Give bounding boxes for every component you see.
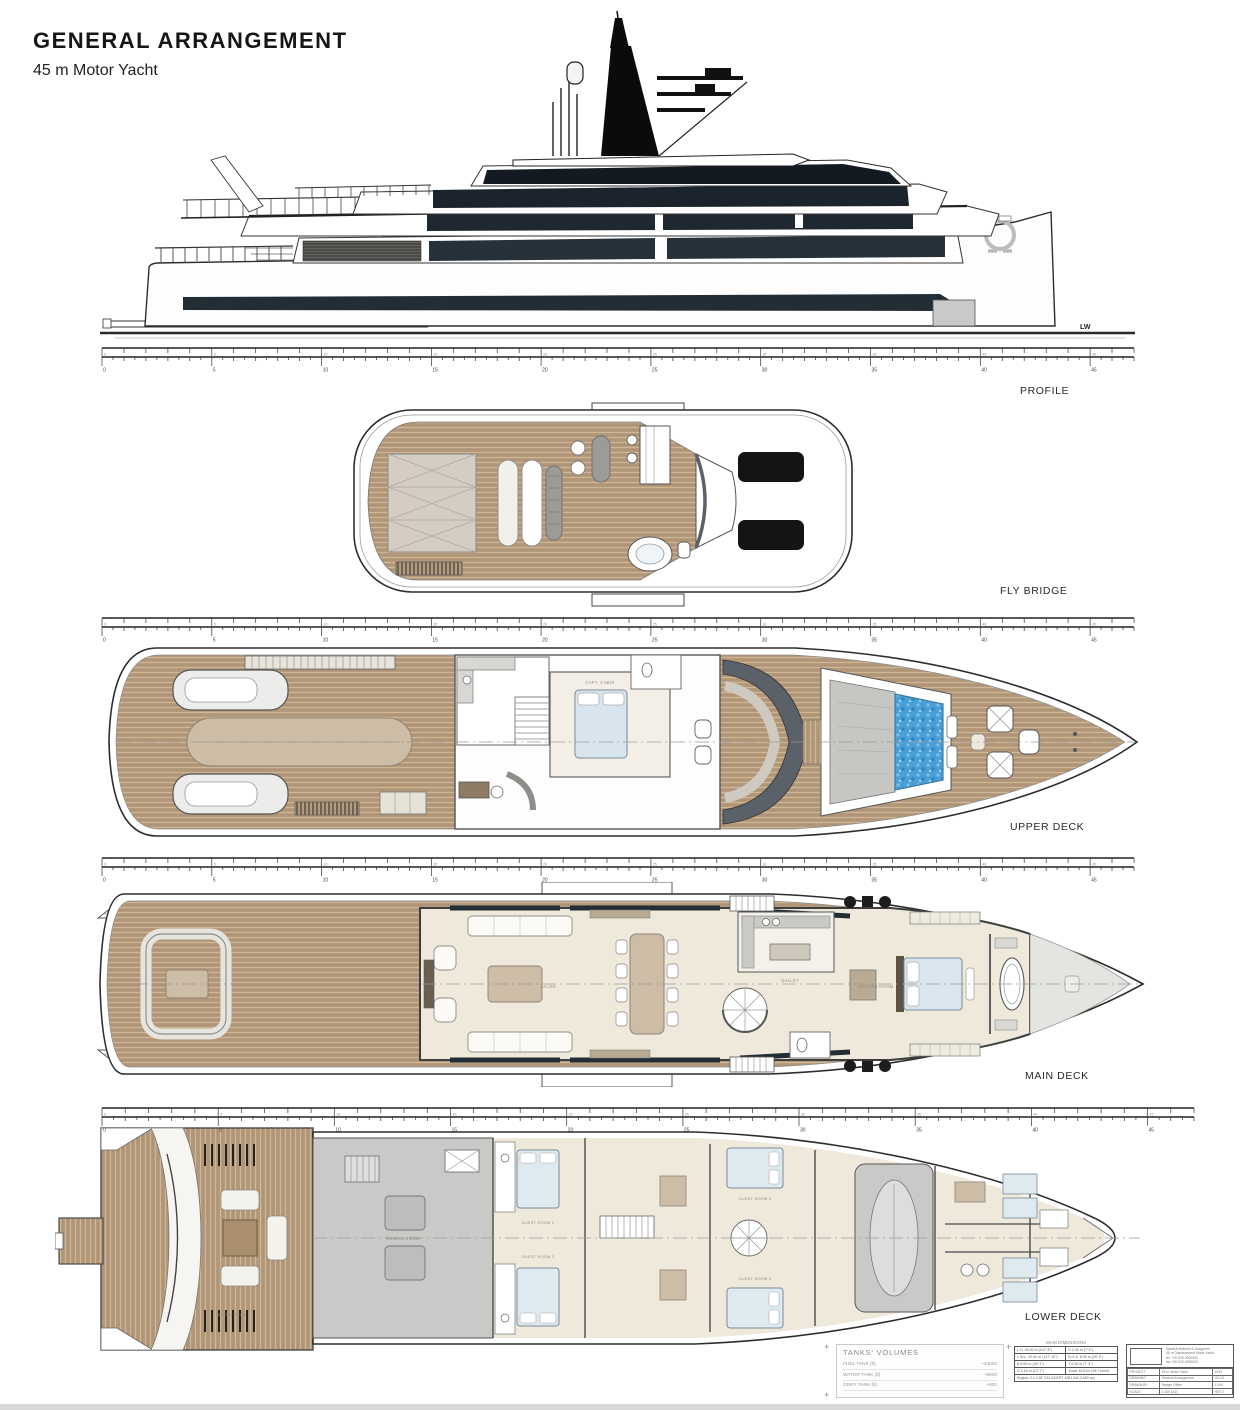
main-deck-label: MAIN DECK bbox=[1025, 1070, 1089, 1082]
scale-ruler-profile bbox=[98, 345, 1138, 375]
antennas bbox=[553, 76, 577, 156]
dimension-row: D 4.15 m (13' 7'') Vmax 15.5 kn (28.7 km/h) bbox=[1015, 1368, 1118, 1375]
ruler-tick-label: 0 bbox=[103, 1127, 106, 1134]
ruler-tick-label: 25 bbox=[684, 1112, 689, 1117]
spreaders bbox=[657, 78, 743, 110]
ruler-tick-label: 40 bbox=[981, 637, 987, 644]
ruler-tick-label: 10 bbox=[323, 622, 328, 627]
galley-label: GALLEY bbox=[780, 978, 800, 983]
helm-seat bbox=[695, 746, 711, 764]
salon-label: SALON bbox=[540, 984, 556, 989]
ruler-tick-label: 25 bbox=[683, 1127, 690, 1134]
ruler-tick-label: 45 bbox=[1092, 862, 1096, 867]
ruler-tick-label: 40 bbox=[1032, 1127, 1038, 1134]
maker-address: Naval Architects & Designers 45 m Displacement Motor Yacht tel. +00 000 0000000 fax +00 000 0000000 bbox=[1166, 1347, 1214, 1364]
ruler-tick-label: 45 bbox=[1149, 1112, 1154, 1117]
ruler-tick-label: 15 bbox=[452, 1112, 457, 1117]
registration-mark: + bbox=[824, 1390, 830, 1400]
maker-row: SCALE 1:100 (A1) REV 0 bbox=[1128, 1388, 1233, 1395]
ruler-tick-label: 20 bbox=[568, 1112, 573, 1117]
crew-bunk bbox=[1003, 1174, 1037, 1194]
title-block bbox=[824, 1338, 1240, 1404]
ruler-tick-label: 15 bbox=[433, 622, 438, 627]
swim-platform-extension bbox=[59, 1218, 103, 1264]
guest-room-label: GUEST ROOM 2 bbox=[521, 1255, 555, 1259]
beach-club-platform bbox=[55, 1128, 313, 1350]
dimension-row: L.H. 45.00 m (147' 8'') D 2.30 m (7' 6'') bbox=[1015, 1347, 1118, 1354]
waterline-mark: LW bbox=[1080, 324, 1091, 331]
ruler-tick-label: 40 bbox=[982, 622, 987, 627]
ruler-tick-label: 45 bbox=[1091, 367, 1097, 374]
ruler-tick-label: 45 bbox=[1092, 352, 1096, 357]
lower-deck-drawing bbox=[55, 1118, 1150, 1358]
tanks-volumes-table bbox=[836, 1344, 1004, 1398]
engine-room-label: ENGINE ROOM bbox=[386, 1236, 420, 1241]
ruler-tick-label: 35 bbox=[871, 637, 878, 644]
skylight-hatch bbox=[738, 520, 804, 550]
captain-cabin-label: CAPT. CABIN bbox=[585, 680, 615, 685]
maker-logo bbox=[1130, 1348, 1162, 1365]
guest-room-label: GUEST ROOM 3 bbox=[738, 1197, 772, 1201]
ruler-tick-label: 35 bbox=[871, 877, 878, 884]
ruler-tick-label: 35 bbox=[917, 1112, 922, 1117]
master-label: MASTER ROOM bbox=[858, 984, 894, 989]
ruler-tick-label: 15 bbox=[433, 862, 438, 867]
tank-row: WATER TANK (lt) ~5000 bbox=[843, 1370, 997, 1380]
ruler-tick-label: 40 bbox=[1033, 1112, 1038, 1117]
ruler-tick-label: 0 bbox=[104, 352, 106, 357]
ruler-tick-label: 10 bbox=[322, 637, 329, 644]
ruler-tick-label: 35 bbox=[872, 352, 877, 357]
ruler-tick-label: 20 bbox=[542, 877, 548, 884]
maker-row: PROJECT 45 m Motor Yacht 2019 bbox=[1128, 1369, 1233, 1376]
office-desk bbox=[459, 782, 489, 798]
spiral-stair bbox=[723, 988, 767, 1032]
ruler-tick-label: 45 bbox=[1091, 877, 1097, 884]
ruler-tick-label: 20 bbox=[567, 1127, 574, 1134]
main-deck-drawing bbox=[90, 882, 1152, 1087]
ruler-tick-label: 45 bbox=[1092, 622, 1096, 627]
beach-table bbox=[223, 1220, 257, 1256]
scale-ruler-main-deck bbox=[98, 1105, 1198, 1135]
ruler-tick-label: 40 bbox=[981, 877, 987, 884]
scale-ruler-upper-deck bbox=[98, 855, 1138, 885]
ruler-tick-label: 10 bbox=[323, 862, 328, 867]
dimensions-title: MAIN DIMENSIONS bbox=[1045, 1340, 1086, 1345]
louver-grille bbox=[303, 241, 421, 261]
ruler-tick-label: 15 bbox=[432, 367, 438, 374]
ruler-tick-label: 0 bbox=[103, 367, 106, 374]
ruler-tick-label: 30 bbox=[761, 877, 768, 884]
ruler-tick-label: 15 bbox=[432, 637, 438, 644]
crew-bunk bbox=[1003, 1282, 1037, 1302]
ruler-tick-label: 45 bbox=[1091, 637, 1097, 644]
registration-mark: + bbox=[824, 1342, 830, 1352]
deck-hatch-grill bbox=[396, 562, 462, 575]
ruler-tick-label: 0 bbox=[103, 877, 106, 884]
loungers bbox=[498, 460, 562, 546]
skylight-hatch bbox=[738, 452, 804, 482]
ruler-tick-label: 5 bbox=[213, 622, 216, 627]
registration-mark: + bbox=[1006, 1342, 1012, 1352]
maker-row: DRAWING General Arrangement GA-01 bbox=[1128, 1375, 1233, 1382]
fly-bridge-drawing bbox=[340, 402, 880, 607]
ruler-tick-label: 20 bbox=[543, 622, 548, 627]
ruler-tick-label: 5 bbox=[212, 367, 216, 374]
mast bbox=[513, 11, 809, 166]
ruler-tick-label: 5 bbox=[220, 1112, 223, 1117]
profile-label: PROFILE bbox=[1020, 385, 1070, 397]
davit-arm bbox=[211, 156, 263, 212]
ground-line bbox=[100, 333, 1135, 338]
ruler-tick-label: 25 bbox=[651, 877, 658, 884]
ruler-tick-label: 0 bbox=[103, 637, 106, 644]
sheet-bottom-edge bbox=[0, 1404, 1240, 1410]
dimension-row: B 8.60 m (28' 3'') T 2.20 m (7' 3'') bbox=[1015, 1361, 1118, 1368]
ruler-tick-label: 20 bbox=[542, 637, 548, 644]
ruler-tick-label: 0 bbox=[104, 622, 106, 627]
ruler-tick-label: 10 bbox=[322, 367, 329, 374]
helm-seat bbox=[695, 720, 711, 738]
fly-bridge-level bbox=[295, 160, 947, 214]
ruler-tick-label: 35 bbox=[916, 1127, 922, 1134]
ruler-tick-label: 30 bbox=[761, 637, 768, 644]
page-title: GENERAL ARRANGEMENT bbox=[33, 28, 348, 53]
upper-deck-drawing bbox=[95, 642, 1145, 842]
ruler-tick-label: 5 bbox=[219, 1127, 222, 1134]
ruler-tick-label: 10 bbox=[336, 1112, 341, 1117]
ruler-tick-label: 25 bbox=[651, 367, 658, 374]
tanks-title: TANKS' VOLUMES bbox=[843, 1348, 919, 1357]
hull-window-band bbox=[183, 294, 953, 311]
ruler-tick-label: 20 bbox=[542, 367, 548, 374]
ruler-tick-label: 25 bbox=[652, 862, 657, 867]
tank-row: FUEL TANK (lt) ~34000 bbox=[843, 1360, 997, 1370]
ruler-tick-label: 0 bbox=[104, 862, 106, 867]
main-dimensions-table bbox=[1014, 1340, 1118, 1382]
ruler-tick-label: 30 bbox=[761, 367, 768, 374]
maker-row: DRAWN BY Design Office 1:100 bbox=[1128, 1382, 1233, 1389]
lower-deck-label: LOWER DECK bbox=[1025, 1311, 1102, 1323]
ruler-tick-label: 5 bbox=[213, 862, 216, 867]
ruler-tick-label: 0 bbox=[104, 1112, 106, 1117]
ruler-tick-label: 30 bbox=[801, 1112, 805, 1117]
ruler-tick-label: 20 bbox=[543, 862, 548, 867]
ruler-tick-label: 45 bbox=[1148, 1127, 1155, 1134]
ruler-tick-label: 30 bbox=[762, 622, 767, 627]
ruler-tick-label: 35 bbox=[872, 622, 877, 627]
ruler-tick-label: 35 bbox=[871, 367, 878, 374]
sunpad-group bbox=[388, 454, 476, 552]
dimension-row: L.W.L. 42.00 m (137' 10'') B.O.A. 8.90 m (29' 2'') bbox=[1015, 1354, 1118, 1361]
page-subtitle: 45 m Motor Yacht bbox=[33, 62, 158, 79]
ruler-tick-label: 25 bbox=[651, 637, 658, 644]
ruler-tick-label: 10 bbox=[335, 1127, 341, 1134]
guest-room-label: GUEST ROOM 4 bbox=[738, 1277, 772, 1281]
engine-row: Engine: 2 x CAT C32 ACERT 1081 kW (1450 hp) bbox=[1015, 1375, 1118, 1382]
ruler-tick-label: 15 bbox=[433, 352, 438, 357]
crew-bunk bbox=[1003, 1258, 1037, 1278]
ruler-tick-label: 5 bbox=[212, 637, 216, 644]
upper-deck-label: UPPER DECK bbox=[1010, 821, 1085, 833]
ruler-tick-label: 30 bbox=[800, 1127, 806, 1134]
ruler-tick-label: 10 bbox=[322, 877, 329, 884]
crew-bunk bbox=[1003, 1198, 1037, 1218]
ruler-tick-label: 35 bbox=[872, 862, 877, 867]
ruler-tick-label: 15 bbox=[432, 877, 438, 884]
ruler-tick-label: 10 bbox=[323, 352, 328, 357]
ruler-tick-label: 25 bbox=[652, 622, 657, 627]
ruler-tick-label: 30 bbox=[762, 862, 767, 867]
fly-bridge-label: FLY BRIDGE bbox=[1000, 585, 1068, 597]
maker-block bbox=[1126, 1344, 1234, 1398]
ruler-tick-label: 15 bbox=[451, 1127, 458, 1134]
beach-club-label: BEACH CLUB bbox=[216, 1312, 246, 1317]
tank-row: GREY TANK (lt) ~800 bbox=[843, 1381, 997, 1391]
ruler-tick-label: 5 bbox=[212, 877, 216, 884]
profile-drawing bbox=[95, 10, 1145, 350]
ruler-tick-label: 40 bbox=[982, 862, 987, 867]
ruler-tick-label: 20 bbox=[543, 352, 548, 357]
radar-dome bbox=[567, 62, 583, 84]
guest-room-label: GUEST ROOM 1 bbox=[521, 1221, 555, 1225]
ruler-tick-label: 40 bbox=[982, 352, 987, 357]
ruler-tick-label: 5 bbox=[213, 352, 216, 357]
ruler-tick-label: 30 bbox=[762, 352, 767, 357]
scale-ruler-fly-bridge bbox=[98, 615, 1138, 645]
galley bbox=[738, 912, 834, 972]
ruler-tick-label: 25 bbox=[652, 352, 657, 357]
hull-side-door bbox=[933, 300, 975, 326]
ruler-tick-label: 40 bbox=[981, 367, 987, 374]
